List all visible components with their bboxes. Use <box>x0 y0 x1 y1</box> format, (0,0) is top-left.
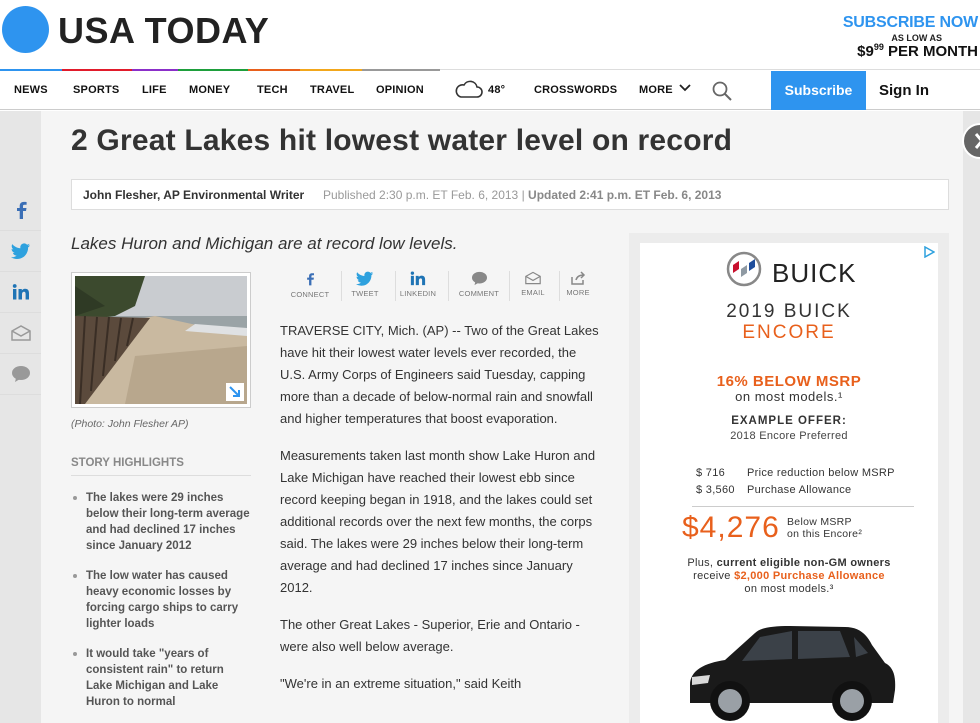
nav-accent-news <box>0 69 62 71</box>
article-paragraph: The other Great Lakes - Superior, Erie and Ontario - were also well below average. <box>280 617 580 654</box>
share-linkedin-button[interactable] <box>391 271 445 298</box>
ad-big-amount: $4,276 <box>682 511 780 544</box>
rail-comment-button[interactable] <box>0 354 41 395</box>
sign-in-link[interactable]: Sign In <box>879 82 929 99</box>
site-logo[interactable]: USA TODAY <box>58 10 270 51</box>
share-toolbar <box>281 271 601 303</box>
nav-life[interactable]: LIFE <box>142 84 167 96</box>
ad-model-line2: ENCORE <box>742 322 836 343</box>
nav-weather-temp[interactable]: 48° <box>488 84 506 96</box>
share-tweet-button[interactable] <box>338 271 392 298</box>
rail-email-button[interactable] <box>0 313 41 354</box>
ad-divider <box>692 506 914 507</box>
share-label: COMMENT <box>458 289 500 298</box>
ad-container <box>629 233 949 723</box>
next-story-button[interactable] <box>962 123 980 159</box>
twitter-icon <box>356 271 374 286</box>
nav-accent-tech <box>248 69 300 71</box>
highlight-item: The low water has caused heavy economic losses by forcing cargo ships to carry lighter loads <box>71 568 251 632</box>
share-rail <box>0 190 41 395</box>
ad-example-title: EXAMPLE OFFER: <box>731 415 847 427</box>
promo-headline[interactable]: SUBSCRIBE NOW <box>842 14 978 31</box>
facebook-icon <box>14 201 28 219</box>
facebook-icon <box>305 271 315 287</box>
nav-sports[interactable]: SPORTS <box>73 84 120 96</box>
nav-accent-sports <box>62 69 132 71</box>
comment-icon <box>471 271 488 286</box>
site-header <box>0 0 980 70</box>
publish-info: Published 2:30 p.m. ET Feb. 6, 2013 | Updated 2:41 p.m. ET Feb. 6, 2013 <box>323 188 722 202</box>
share-out-icon <box>570 271 586 285</box>
ad-offer-row: $ 3,560 Purchase Allowance <box>696 484 852 496</box>
article-body <box>280 320 605 710</box>
email-icon <box>11 325 31 341</box>
ad-big-sub: Below MSRP on this Encore² <box>787 516 863 540</box>
adchoices-icon[interactable] <box>923 246 935 258</box>
rail-linkedin-button[interactable] <box>0 272 41 313</box>
linkedin-icon <box>12 284 30 300</box>
share-more-button[interactable] <box>551 271 605 297</box>
logo-circle[interactable] <box>2 6 49 53</box>
article-paragraph: TRAVERSE CITY, Mich. (AP) -- Two of the Great Lakes have hit their lowest water levels ever recorded, the U.S. Army Corps of Engineers said Tuesday, capping more than a decade of below-normal rain and snowfall and higher temperatures that boost evaporation. <box>280 323 599 426</box>
share-divider <box>448 271 449 301</box>
ad-plus-offer: Plus, current eligible non-GM owners receive $2,000 Purchase Allowance on most models.³ <box>687 557 891 595</box>
buick-logo-icon <box>726 251 762 287</box>
author-name[interactable]: John Flesher, AP Environmental Writer <box>83 188 305 202</box>
highlight-item: It would take "years of consistent rain" to return Lake Michigan and Lake Huron to normal <box>71 646 251 710</box>
ad-example-sub: 2018 Encore Preferred <box>730 430 848 442</box>
rail-facebook-button[interactable] <box>0 190 41 231</box>
ad-discount: 16% BELOW MSRP <box>716 373 862 390</box>
share-label: EMAIL <box>521 288 545 297</box>
twitter-icon <box>11 243 31 259</box>
article-headline: 2 Great Lakes hit lowest water level on record <box>71 124 733 157</box>
subscribe-promo[interactable] <box>843 14 978 60</box>
comment-icon <box>11 365 31 383</box>
chevron-right-icon <box>964 125 980 157</box>
nav-travel[interactable]: TRAVEL <box>310 84 355 96</box>
nav-accent-opinion <box>362 69 440 71</box>
highlights-list <box>71 490 251 723</box>
nav-more[interactable]: MORE <box>639 84 673 96</box>
ad-offer-row: $ 716 Price reduction below MSRP <box>696 467 895 479</box>
byline <box>71 179 949 210</box>
expand-arrow-icon <box>226 383 244 401</box>
highlight-item: The lakes were 29 inches below their long-term average and had declined 17 inches since January 2012 <box>71 490 251 554</box>
nav-accent-life <box>132 69 178 71</box>
nav-accent-travel <box>300 69 362 71</box>
article-dek: Lakes Huron and Michigan are at record low levels. <box>71 234 458 253</box>
linkedin-icon <box>410 271 426 286</box>
share-label: LINKEDIN <box>399 289 437 298</box>
nav-money[interactable]: MONEY <box>189 84 231 96</box>
article-paragraph: Measurements taken last month show Lake Huron and Lake Michigan have reached their lowest ebb since record keeping began in 1918, and the lakes could set additional records over the next few months, the corps said. The lakes were 29 inches below their long-term average and had declined 17 inches since January 2012. <box>280 448 596 595</box>
share-comment-button[interactable] <box>452 271 506 298</box>
chevron-down-icon[interactable] <box>679 82 691 94</box>
photo-caption: (Photo: John Flesher AP) <box>71 418 189 430</box>
email-icon <box>525 271 541 285</box>
article-paragraph: "We're in an extreme situation," said Keith <box>280 676 522 691</box>
subscribe-button[interactable]: Subscribe <box>771 71 866 110</box>
promo-price: $\$9^{99}$ PER MONTH <box>857 42 978 60</box>
nav-opinion[interactable]: OPINION <box>376 84 424 96</box>
nav-news[interactable]: NEWS <box>14 84 48 96</box>
nav-crosswords[interactable]: CROSSWORDS <box>534 84 618 96</box>
search-icon[interactable] <box>711 80 733 102</box>
share-label: CONNECT <box>290 290 330 299</box>
buick-ad[interactable] <box>640 243 938 723</box>
article-photo[interactable] <box>71 272 251 408</box>
ad-model-line1: 2019 BUICK <box>726 301 852 322</box>
promo-as-low-as: AS LOW AS <box>891 33 942 43</box>
lake-shore-photo <box>75 276 247 404</box>
rail-twitter-button[interactable] <box>0 231 41 272</box>
share-label: MORE <box>566 288 590 297</box>
expand-photo-button[interactable] <box>226 383 244 401</box>
nav-tech[interactable]: TECH <box>257 84 288 96</box>
photo-image <box>75 276 247 404</box>
share-connect-button[interactable] <box>283 271 337 299</box>
nav-accent-money <box>178 69 248 71</box>
share-label: TWEET <box>351 289 379 298</box>
car-image <box>680 615 900 723</box>
ad-brand: BUICK <box>772 258 857 288</box>
highlights-title: STORY HIGHLIGHTS <box>71 457 251 476</box>
cloud-icon[interactable] <box>453 79 483 99</box>
ad-discount-sub: on most models.¹ <box>735 389 843 404</box>
